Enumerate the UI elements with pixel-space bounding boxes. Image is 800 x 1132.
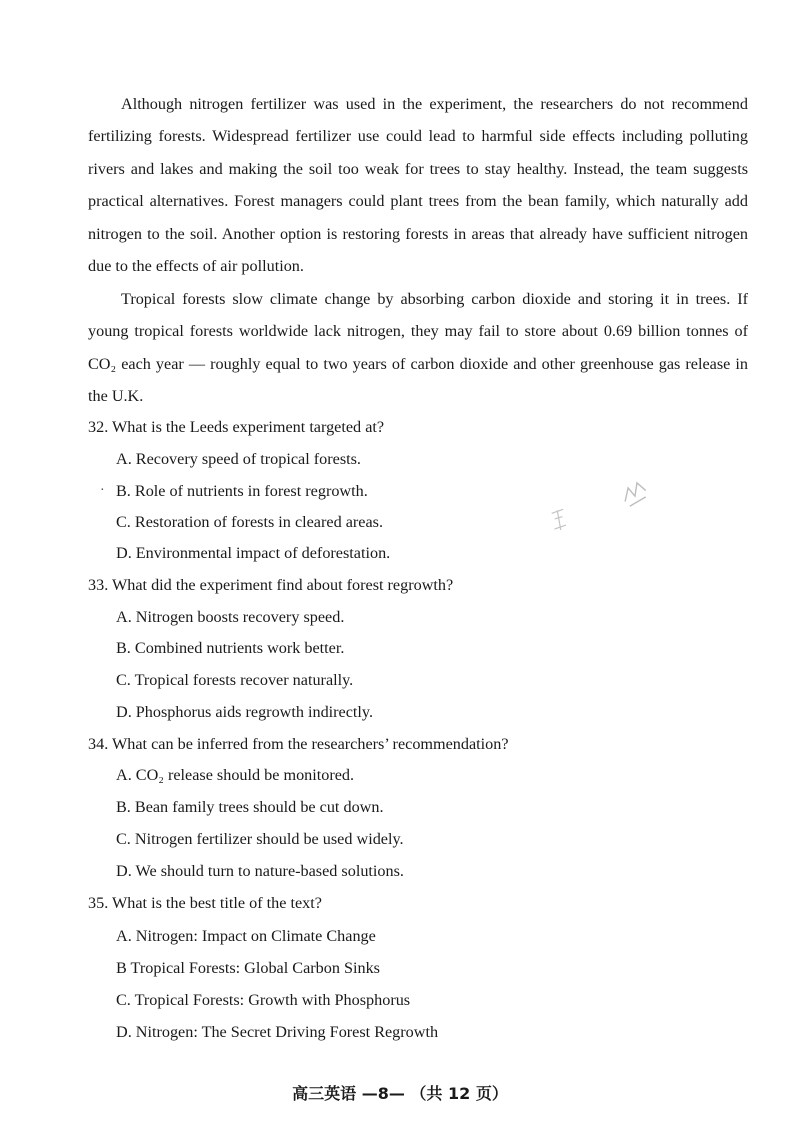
question-34-option-c: C. Nitrogen fertilizer should be used widely. xyxy=(116,830,404,848)
question-35-option-c: C. Tropical Forests: Growth with Phosphorus xyxy=(116,991,411,1009)
question-34-option-a: A. CO₂ release should be monitored. xyxy=(116,766,355,784)
passage-paragraph-1 xyxy=(88,88,748,282)
scribble-mark-icon xyxy=(547,504,574,535)
question-32-option-c: C. Restoration of forests in cleared areas. xyxy=(116,513,383,531)
question-32-option-d: D. Environmental impact of deforestation. xyxy=(116,544,391,562)
page-footer: 高三英语 —8— （共 12 页） xyxy=(292,1084,508,1103)
question-35-stem: 35. What is the best title of the text? xyxy=(88,894,322,912)
question-35-option-b: B Tropical Forests: Global Carbon Sinks xyxy=(116,959,380,977)
question-33-option-a: A. Nitrogen boosts recovery speed. xyxy=(116,608,345,626)
question-32-option-a: A. Recovery speed of tropical forests. xyxy=(116,450,361,468)
question-33-stem: 33. What did the experiment find about forest regrowth? xyxy=(88,576,454,594)
question-32-stem: 32. What is the Leeds experiment targeted at? xyxy=(88,418,385,436)
paragraph-text: Tropical forests slow climate change by absorbing carbon dioxide and storing it in trees. If young tropical forests worldwide lack nitrogen, they may fail to store about 0.69 billion tonnes of CO₂ each year — roughly equal to two years of carbon dioxide and other greenhouse gas release in the U.K. xyxy=(88,290,748,406)
question-35-option-a: A. Nitrogen: Impact on Climate Change xyxy=(116,927,376,945)
question-34-stem: 34. What can be inferred from the researchers’ recommendation? xyxy=(88,735,509,753)
question-34-option-b: B. Bean family trees should be cut down. xyxy=(116,798,384,816)
question-33-option-b: B. Combined nutrients work better. xyxy=(116,639,345,657)
question-33-option-c: C. Tropical forests recover naturally. xyxy=(116,671,354,689)
question-32-option-b: B. Role of nutrients in forest regrowth. xyxy=(116,482,368,500)
question-35-option-d: D. Nitrogen: The Secret Driving Forest Regrowth xyxy=(116,1023,439,1041)
question-33-option-d: D. Phosphorus aids regrowth indirectly. xyxy=(116,703,374,721)
paragraph-text: Although nitrogen fertilizer was used in the experiment, the researchers do not recommend fertilizing forests. Widespread fertilizer use could lead to harmful side effects including polluting rivers and lakes and making the soil too weak for trees to stay healthy. Instead, the team suggests practical alternatives. Forest managers could plant trees from the bean family, which naturally add nitrogen to the soil. Another option is restoring forests in areas that already have sufficient nitrogen due to the effects of air pollution. xyxy=(88,95,748,276)
question-34-option-d: D. We should turn to nature-based solutions. xyxy=(116,862,404,880)
pencil-mark-icon: · xyxy=(100,483,105,498)
passage-paragraph-2 xyxy=(88,283,748,413)
